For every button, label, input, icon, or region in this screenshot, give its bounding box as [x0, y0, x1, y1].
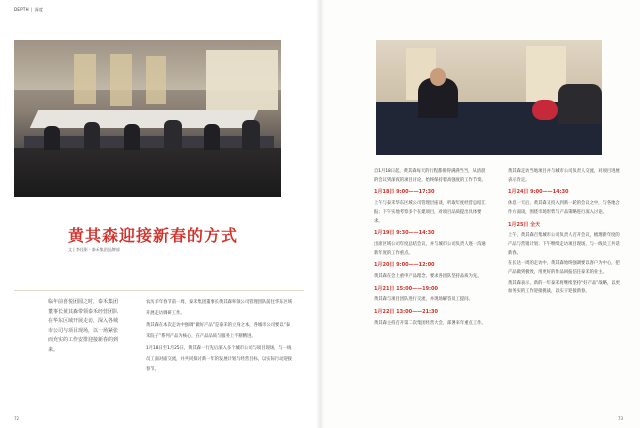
- schedule-text: 黄其森主持召开第二次集团经营大会，部署来年重点工作。: [374, 320, 486, 326]
- schedule-text: 黄其森走访当地项目并与城市公司负责人交流，对项目进展表示肯定。: [508, 169, 620, 183]
- schedule-time: 1月25日 全天: [508, 221, 541, 228]
- article-title: 黄其森迎接新春的方式: [68, 226, 239, 245]
- schedule-text: 出席区域公司年度总结会议，并与城市公司负责人逐一沟通新年度的工作重点。: [374, 241, 486, 256]
- closing-paragraph: 黄其森表示，新的一年泰禾将继续坚持“好产品”战略，以更加务实的工作迎接挑战，以实干迎接新春。: [508, 280, 620, 295]
- section-header: DEPTH | 深度: [14, 7, 44, 12]
- schedule-time: 1月18日 9:00——17:30: [374, 189, 435, 196]
- divider: [14, 290, 304, 291]
- schedule-time: 1月24日 9:00——14:30: [508, 189, 569, 196]
- schedule-time: 1月21日 15:00——19:00: [374, 285, 439, 292]
- article-body: [146, 298, 294, 378]
- schedule-time: 1月22日 13:00——21:30: [374, 309, 439, 316]
- schedule-column-b: [508, 168, 621, 299]
- meeting-room-photo: [14, 40, 281, 197]
- right-page: [320, 0, 640, 428]
- schedule-text: 黄其森在会上重申产品理念，要求各团队坚持品质为先。: [374, 274, 482, 280]
- schedule-lead: 自1月18日起，黄其森每天的行程都排得满满当当，从清晨的会议到深夜的项目讨论，始终保持着高强度的工作节奏。: [374, 169, 486, 183]
- schedule-text: 休息一天后，黄其森又投入到新一轮的会议之中，与各地合作方面谈，围绕市场形势与产品策略进行深入讨论。: [508, 201, 620, 215]
- article-intro: 临年前喜悦团圆之时，泰禾集团董事长黄其森带领泰禾经营团队在华东区域开展走访，深入各城市公司与项目现场，以一场紧张而充实的工作安排迎接新春的到来。: [48, 299, 119, 353]
- article-byline: 文 | 李佳影 · 泰禾集团品牌部: [68, 247, 120, 252]
- schedule-text: 上午与泰禾华东区域公司管理层座谈，听取年度经营总结汇报；下午实地考察多个在建项目，对项目品质提出具体要求。: [374, 201, 486, 224]
- schedule-text: 黄其森与项目团队进行交流，并现场解答员工提问。: [374, 297, 473, 303]
- body-paragraph: 黄其森在本次走访中强调“做好产品”是泰禾的立身之本，各城市公司要以“泰禾院子”系列产品为核心，在产品品质与服务上不断精进。: [146, 323, 291, 339]
- schedule-time: 1月19日 9:30——14:30: [374, 230, 435, 237]
- page-number-left: 72: [14, 416, 20, 421]
- schedule-column-a: [374, 168, 487, 331]
- schedule-time: 1月20日 9:00——12:00: [374, 262, 435, 269]
- body-paragraph: 农历羊年春节前一周，泰禾集团董事长黄其森率领公司管理团队前往华东区域开展走访调研工作。: [146, 300, 293, 316]
- speaker-photo: [376, 40, 602, 155]
- closing-paragraph: 在长达一周的走访中，黄其森始终强调要以客户为中心，把产品做到极致，用更好的作品回报信任泰禾的业主。: [508, 261, 620, 276]
- spine-gutter: [316, 0, 324, 428]
- schedule-text: 上午，黄其森召集城市公司负责人召开会议，梳理新年度的产品与营销计划；下午继续走访项目现场，与一线员工共话新春。: [508, 233, 620, 256]
- subsection-label: 深度: [34, 7, 44, 12]
- body-paragraph: 1月18日至1月25日，黄其森一行先后深入多个城市公司与项目现场，与一线员工面对面交流，并共同探讨新一年的发展计划与经营目标，以实际行动迎接春节。: [146, 346, 293, 372]
- section-label: DEPTH: [14, 7, 29, 12]
- page-number-right: 73: [618, 416, 624, 421]
